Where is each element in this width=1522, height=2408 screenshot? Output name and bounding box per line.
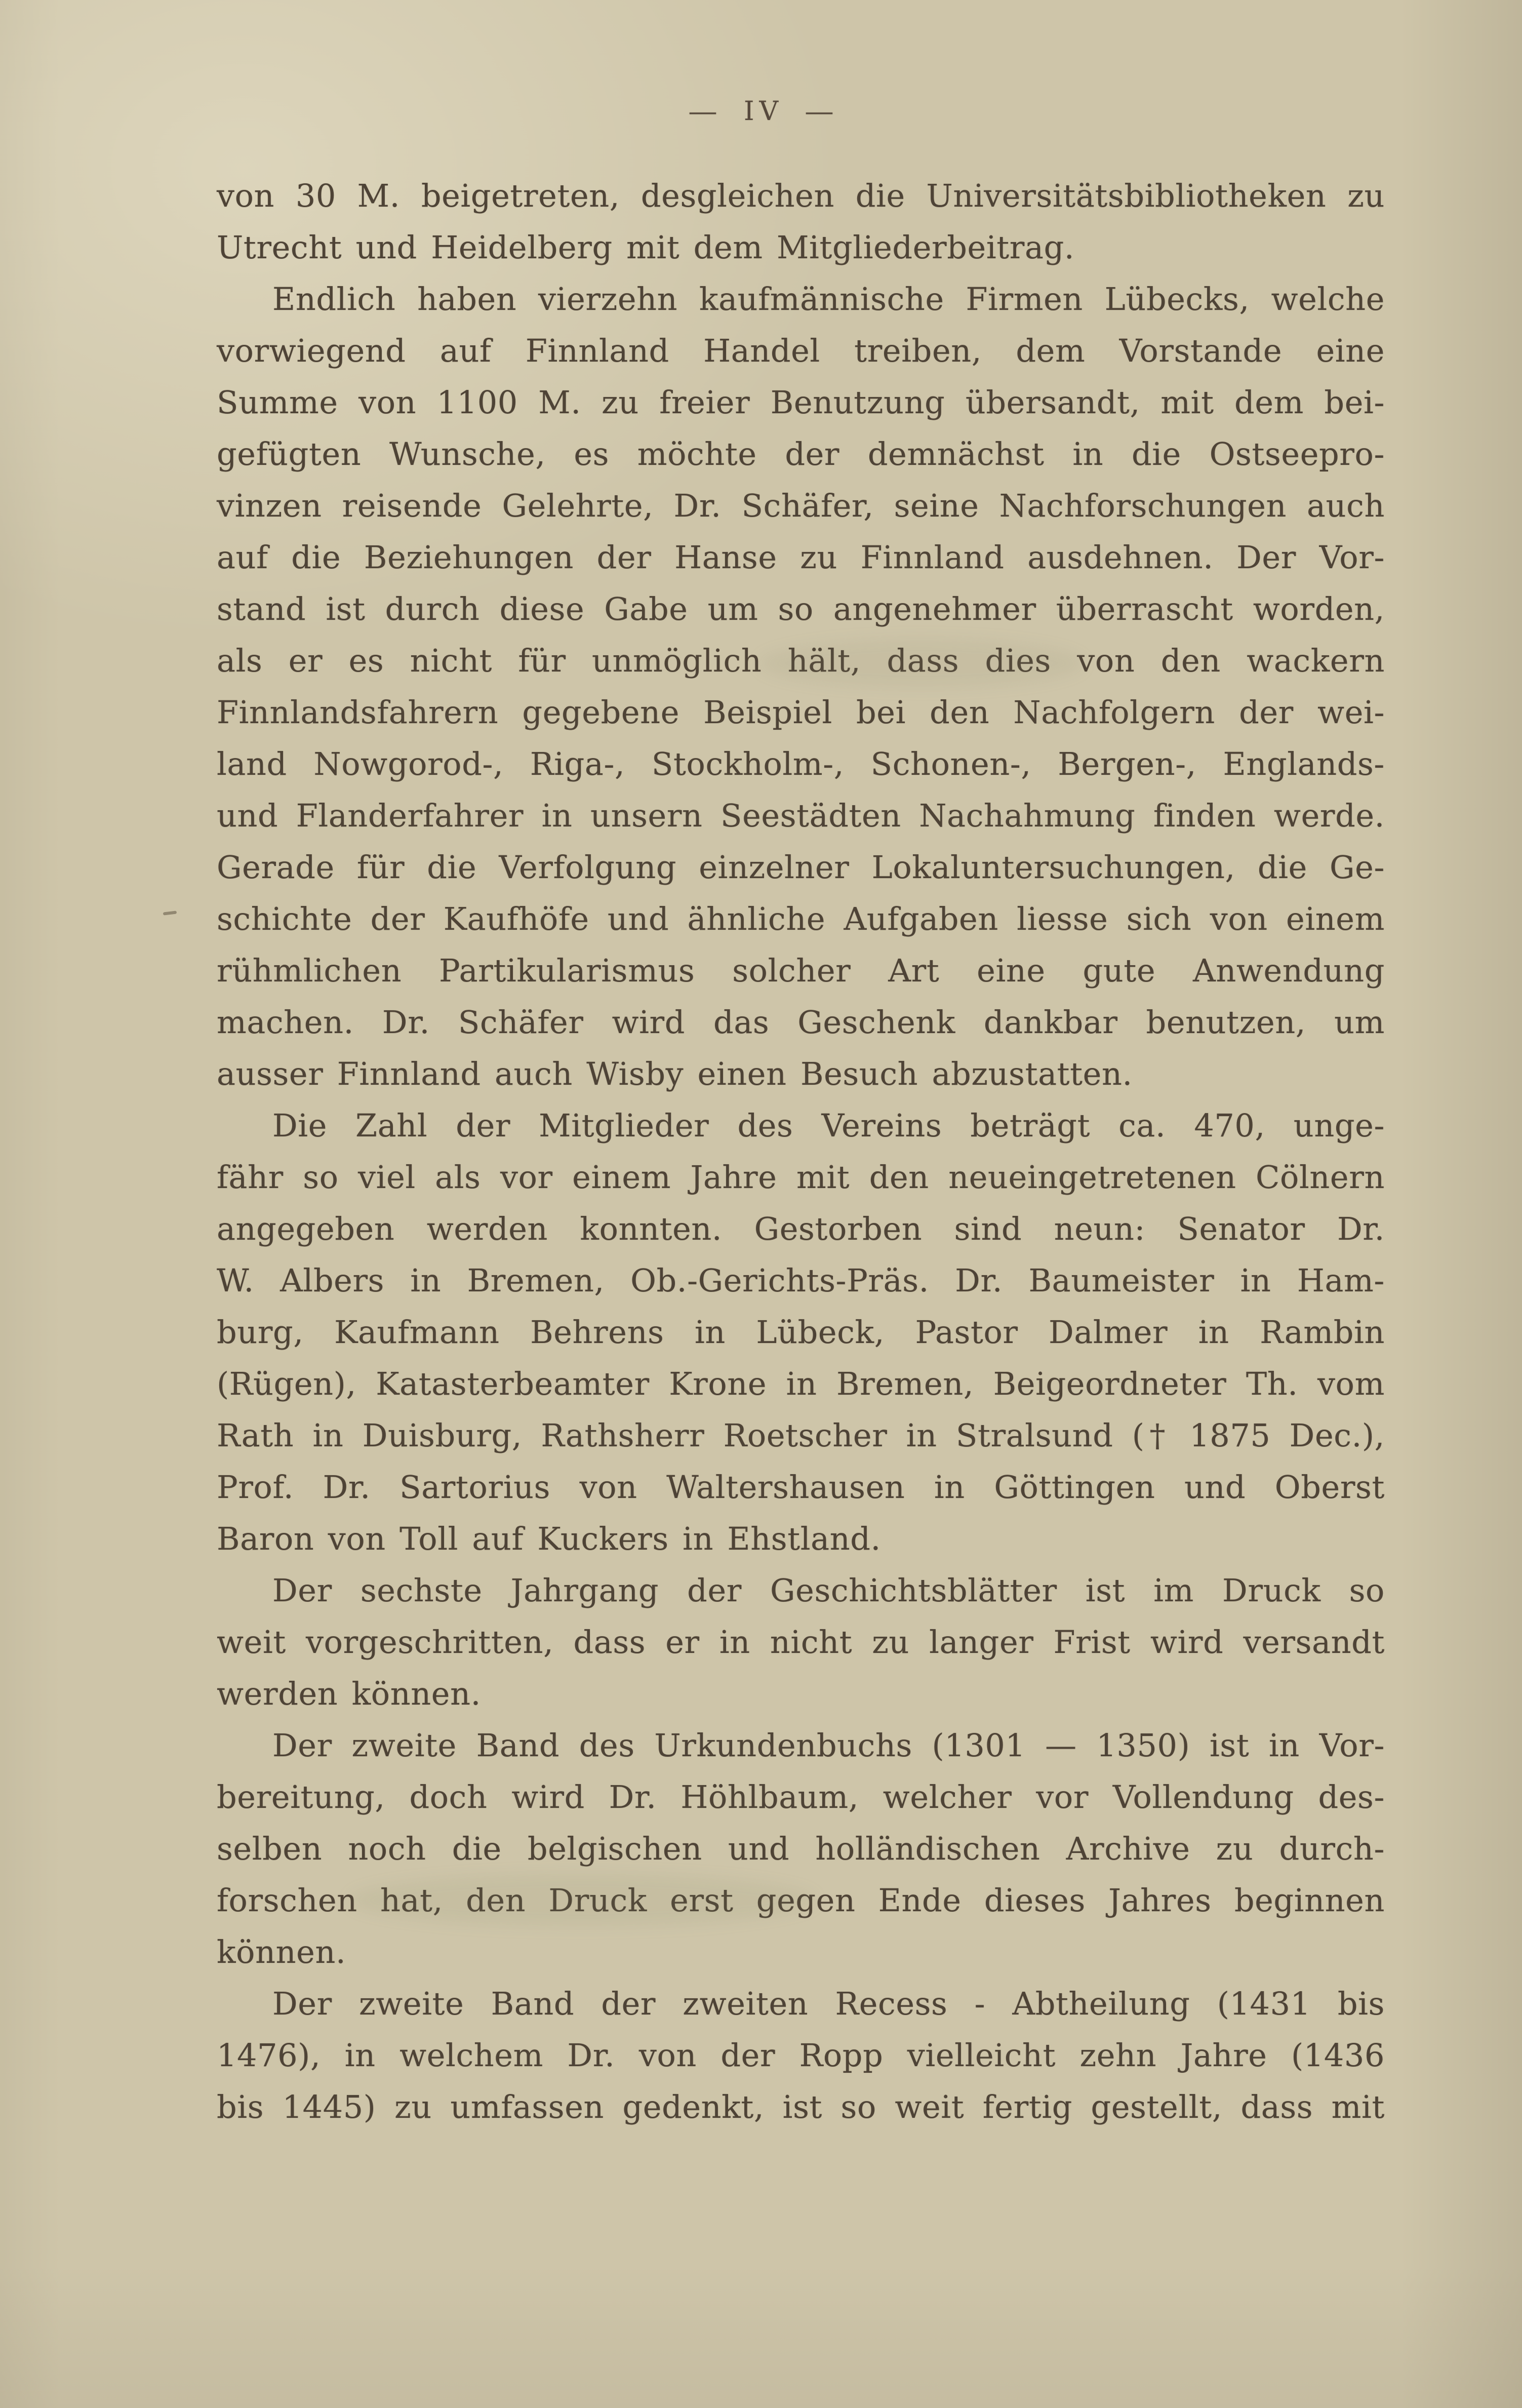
text-line: forschen hat, den Druck erst gegen Ende dieses Jahres beginnen xyxy=(217,1882,1385,1919)
text-line: weit vorgeschritten, dass er in nicht zu langer Frist wird versandt xyxy=(217,1624,1385,1661)
text-line: ausser Finnland auch Wisby einen Besuch abzustatten. xyxy=(217,1055,1133,1092)
text-line: fähr so viel als vor einem Jahre mit den neueingetretenen Cölnern xyxy=(217,1159,1385,1196)
text-line: von 30 M. beigetreten, desgleichen die Universitätsbibliotheken zu xyxy=(217,177,1385,214)
text-line: vorwiegend auf Finnland Handel treiben, dem Vorstande eine xyxy=(217,332,1385,369)
text-line: bis 1445) zu umfassen gedenkt, ist so weit fertig gestellt, dass mit xyxy=(217,2088,1385,2125)
text-line: Gerade für die Verfolgung einzelner Lokaluntersuchungen, die Ge- xyxy=(217,849,1385,886)
text-line: selben noch die belgischen und holländischen Archive zu durch- xyxy=(217,1830,1385,1867)
header-dash-right: — xyxy=(805,97,834,126)
text-line: land Nowgorod-, Riga-, Stockholm-, Schonen-, Bergen-, Englands- xyxy=(217,745,1385,782)
text-line: bereitung, doch wird Dr. Höhlbaum, welcher vor Vollendung des- xyxy=(217,1779,1385,1815)
text-line: (Rügen), Katasterbeamter Krone in Bremen, Beigeordneter Th. vom xyxy=(217,1365,1385,1402)
header-dash-left: — xyxy=(688,97,717,126)
text-line: werden können. xyxy=(217,1675,481,1712)
text-line: können. xyxy=(217,1933,346,1970)
text-line: Die Zahl der Mitglieder des Vereins beträgt ca. 470, unge- xyxy=(272,1107,1385,1144)
text-line: Utrecht und Heidelberg mit dem Mitgliederbeitrag. xyxy=(217,229,1075,266)
text-line: Summe von 1100 M. zu freier Benutzung übersandt, mit dem bei- xyxy=(217,384,1385,421)
text-line: vinzen reisende Gelehrte, Dr. Schäfer, seine Nachforschungen auch xyxy=(217,487,1385,524)
text-line: Baron von Toll auf Kuckers in Ehstland. xyxy=(217,1520,881,1557)
running-head xyxy=(0,96,1522,127)
text-line: Der zweite Band des Urkundenbuchs (1301 — 1350) ist in Vor- xyxy=(272,1727,1385,1764)
text-line: Finnlandsfahrern gegebene Beispiel bei den Nachfolgern der wei- xyxy=(217,694,1385,731)
text-line: Rath in Duisburg, Rathsherr Roetscher in Stralsund († 1875 Dec.), xyxy=(217,1417,1385,1454)
text-line: gefügten Wunsche, es möchte der demnächst in die Ostseepro- xyxy=(217,436,1385,472)
text-line: machen. Dr. Schäfer wird das Geschenk dankbar benutzen, um xyxy=(217,1004,1385,1041)
text-line: angegeben werden konnten. Gestorben sind neun: Senator Dr. xyxy=(217,1210,1385,1247)
text-line: burg, Kaufmann Behrens in Lübeck, Pastor Dalmer in Rambin xyxy=(217,1314,1385,1351)
page-number: IV xyxy=(743,96,784,127)
text-line: und Flanderfahrer in unsern Seestädten Nachahmung finden werde. xyxy=(217,797,1385,834)
text-line: schichte der Kaufhöfe und ähnliche Aufgaben liesse sich von einem xyxy=(217,900,1385,937)
text-line: auf die Beziehungen der Hanse zu Finnland ausdehnen. Der Vor- xyxy=(217,539,1385,576)
text-line: Endlich haben vierzehn kaufmännische Firmen Lübecks, welche xyxy=(272,281,1385,318)
text-line: 1476), in welchem Dr. von der Ropp vielleicht zehn Jahre (1436 xyxy=(217,2037,1385,2074)
text-line: Der sechste Jahrgang der Geschichtsblätter ist im Druck so xyxy=(272,1572,1385,1609)
text-line: stand ist durch diese Gabe um so angenehmer überrascht worden, xyxy=(217,590,1385,627)
text-line: Prof. Dr. Sartorius von Waltershausen in Göttingen und Oberst xyxy=(217,1469,1385,1506)
margin-stray-mark xyxy=(163,911,177,915)
text-line: rühmlichen Partikularismus solcher Art eine gute Anwendung xyxy=(217,952,1385,989)
text-line: Der zweite Band der zweiten Recess - Abtheilung (1431 bis xyxy=(272,1985,1385,2022)
page-text xyxy=(217,170,1385,2133)
text-line: als er es nicht für unmöglich hält, dass dies von den wackern xyxy=(217,642,1385,679)
text-line: W. Albers in Bremen, Ob.-Gerichts-Präs. Dr. Baumeister in Ham- xyxy=(217,1262,1385,1299)
